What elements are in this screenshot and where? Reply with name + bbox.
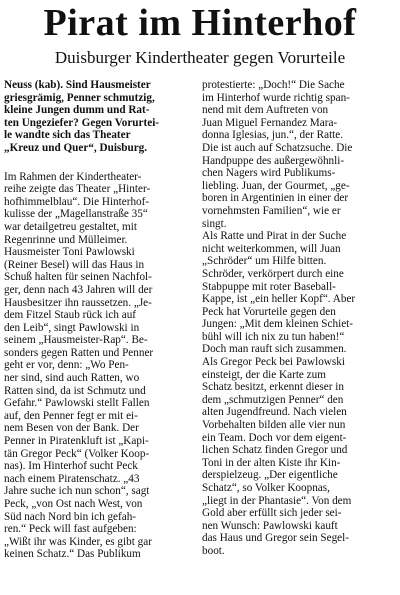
body-line: ger, denn nach 43 Jahren will der [4,283,153,296]
body-line: (Reiner Besel) will das Haus in [4,258,145,271]
body-line: Peck hat Vorurteile gegen den [202,305,336,318]
body-line: Als Ratte und Pirat in der Suche [202,230,347,243]
body-line: Hausbesitzer ihn raussetzen. „Je- [4,296,152,309]
body-line: Vorbehalten bilden alle vier nun [202,419,346,432]
body-line: nen Wunsch: Pawlowski kauft [202,519,338,532]
body-line: Als Gregor Peck bei Pawlowski [202,356,345,369]
body-line: alten Jugendfreund. Nach vielen [202,406,347,419]
body-line: donna Iglesias, jun.“, der Ratte. [202,129,344,142]
body-line: nend mit dem Auftreten von [202,104,329,117]
body-line: protestierte: „Doch!“ Die Sache [202,79,345,91]
lead-line: Neuss (kab). Sind Hausmeister [4,79,151,91]
body-line: boren in Argentinien in einer der [202,192,349,205]
left-body-text [4,171,194,561]
body-line: Im Rahmen der Kindertheater- [4,170,142,183]
body-line: singt. [202,217,227,230]
body-line: nach einem Piratenschatz. „43 [4,472,140,485]
body-line: tän Gregor Peck“ (Volker Koop- [4,447,150,460]
lead-line: le wandte sich das Theater [4,129,131,142]
body-line: geht er vor, denn: „Wo Pen- [4,359,129,372]
body-line: Die ist auch auf Schatzsuche. Die [202,141,353,154]
body-line: Stabpuppe mit roter Baseball- [202,280,336,293]
body-line: sonders gegen Ratten und Penner [4,346,154,359]
body-line: hofhimmelblau“. Die Hinterhof- [4,195,150,208]
body-line: Toni in der alten Kiste ihr Kin- [202,456,341,469]
body-line: Schatz besitzt, erkennt dieser in [202,381,344,394]
body-line: Kappe, ist „ein heller Kopf“. Aber [202,293,356,306]
body-line: Gold aber erfüllt sich jeder sei- [202,507,342,520]
left-column [4,79,194,561]
body-line: „Wißt ihr was Kinder, es gibt gar [4,535,152,548]
body-line: auf, den Penner fegt er mit ei- [4,409,138,422]
body-line: Ratten sind, da ist Schmutz und [4,384,146,397]
body-line: Jahre suche ich nun schon“, sagt [4,485,150,498]
lead-line: „Kreuz und Quer“, Duisburg. [4,141,148,154]
body-line: war detailgetreu gestaltet, mit [4,220,137,233]
body-line: keinen Schatz.“ Das Publikum [4,548,141,561]
body-line: „liegt in der Phantasie“. Von dem [202,494,352,507]
body-line: das Haus und Gregor sein Segel- [202,532,349,545]
body-line: nas). Im Hinterhof sucht Peck [4,460,138,473]
body-line: Gefahr.“ Pawlowski stellt Fallen [4,397,150,410]
body-line: Schröder, verkörpert durch eine [202,267,344,280]
body-line: Penner in Piratenkluft ist „Kapi- [4,435,149,448]
body-line: ner sind, sind auch Ratten, wo [4,372,140,385]
lead-line: griesgrämig, Penner schmutzig, [4,91,155,104]
body-line: bühl will ich nix zu tun haben!“ [202,330,345,343]
body-line: Süd nach Nord bin ich gefah- [4,510,137,523]
body-line: kulisse der „Magellanstraße 35“ [4,208,148,221]
body-line: im Hinterhof wurde richtig span- [202,91,350,104]
body-line: ren.“ Peck will fast aufgeben: [4,523,137,536]
body-line: „Schröder“ um Hilfe bitten. [202,255,327,268]
body-line: dem Fitzel Staub rück ich auf [4,309,137,322]
body-line: derspielzeug. „Der eigentliche [202,469,338,482]
lead-paragraph [4,79,194,155]
body-line: nicht weiterkommen, will Juan [202,242,341,255]
body-line: lichen Schatz finden Gregor und [202,444,348,457]
body-line: seinem „Hausmeister-Rap“. Be- [4,334,148,347]
body-line: den Leib“, singt Pawlowski in [4,321,140,334]
body-line: reihe zeigte das Theater „Hinter- [4,183,151,196]
subtitle: Duisburger Kindertheater gegen Vorurteile [54,48,346,67]
body-line: Regenrinne und Mülleimer. [4,233,128,246]
body-line: Schatz“, so Volker Koopnas, [202,482,330,494]
body-line: Handpuppe des außergewöhnli- [202,154,345,167]
body-line: Schuß halten für seinen Nachfol- [4,271,152,284]
body-line: ein Team. Doch vor dem eigent- [202,431,347,444]
body-line: Jungen: „Mit dem kleinen Schiet- [202,318,353,331]
lead-line: ten Ungeziefer? Gegen Vorurtei- [4,116,160,129]
body-line: Hausmeister Toni Pawlowski [4,246,135,259]
body-line: liebling. Juan, der Gourmet, „ge- [202,179,350,192]
body-line: nem Besen von der Bank. Der [4,422,139,435]
right-body-text [202,79,396,558]
body-line: Doch man rauft sich zusammen. [202,343,347,356]
body-line: vornehmsten Familien“, wie er [202,204,341,217]
paragraph-gap [4,155,194,171]
body-line: einsteigt, der die Karte zum [202,368,326,381]
body-line: Peck, „von Ost nach West, von [4,498,143,510]
body-line: dem „schmutzigen Penner“ den [202,393,344,406]
body-line: Juan Miguel Fernandez Mara- [202,116,338,129]
body-line: chen Nagers wird Publikums- [202,167,336,180]
lead-line: kleine Jungen dumm und Rat- [4,104,150,117]
headline: Pirat im Hinterhof [43,2,357,44]
right-column [202,79,396,558]
body-line: boot. [202,544,225,557]
